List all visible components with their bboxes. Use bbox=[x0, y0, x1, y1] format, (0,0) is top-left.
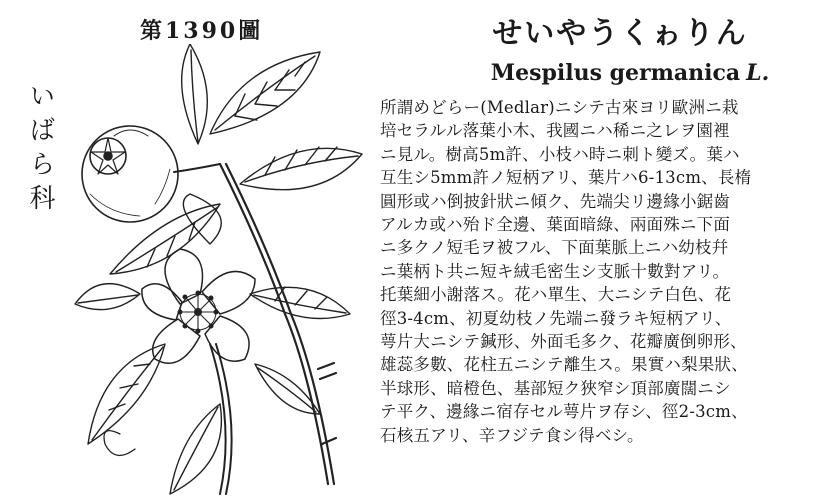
description-line: 培セラルル落葉小木、我國ニハ稀ニ之レヲ園裡 bbox=[380, 121, 730, 141]
description-line: ニ多クノ短毛ヲ被フル、下面葉脈上ニハ幼枝幷 bbox=[380, 238, 729, 258]
japanese-name: せいやうくゎりん bbox=[492, 16, 748, 51]
leaf-lower-left bbox=[75, 284, 140, 310]
description-line: ニ見ル。樹高5m許、小枝ハ時ニ刺ト變ズ。葉ハ bbox=[380, 144, 740, 164]
description-line: 萼片大ニシテ鍼形、外面毛多ク、花瓣廣倒卵形、 bbox=[380, 332, 747, 352]
description-line: 所謂めどらー(Medlar)ニシテ古來ヨリ歐洲ニ栽 bbox=[380, 98, 739, 117]
leaf-bottom-left bbox=[88, 344, 165, 444]
scientific-species: Mespilus germanica bbox=[490, 60, 741, 86]
leaf-lower-right bbox=[250, 287, 350, 319]
description-line: 互生シ5mm許ノ短柄アリ、葉片ハ6-13cm、長楕 bbox=[380, 168, 752, 188]
description-line: 圓形或ハ倒披針狀ニ傾ク、先端尖リ邊緣小鋸齒 bbox=[380, 191, 731, 211]
leaf-upper-right bbox=[210, 52, 320, 134]
leaf-middle-left bbox=[110, 204, 220, 274]
medlar-illustration bbox=[70, 44, 370, 496]
scientific-author: L. bbox=[746, 60, 770, 86]
description-line: アルカ或ハ殆ド全邊、葉面暗綠、兩面殊ニ下面 bbox=[380, 215, 731, 235]
description-line: ニ葉柄ト共ニ短キ絨毛密生シ支脈十數對アリ。 bbox=[380, 261, 730, 281]
family-name: いばら科 bbox=[25, 82, 55, 218]
scientific-name bbox=[440, 60, 820, 86]
description-line: 托葉細小謝落ス。花ハ單生、大ニシテ白色、花 bbox=[380, 285, 732, 305]
leaf-upper-left bbox=[182, 44, 208, 144]
figure-number: 第1390圖 bbox=[140, 18, 264, 44]
description-line: 石核五アリ、辛フジテ食シ得ベシ。 bbox=[380, 425, 644, 445]
description-line: 半球形、暗橙色、基部短ク狹窄シ頂部廣闊ニシ bbox=[380, 378, 731, 398]
description-line: テ平ク、邊緣ニ宿存セル萼片ヲ存シ、徑2-3cm、 bbox=[380, 402, 748, 422]
description bbox=[380, 96, 830, 447]
leaf-curl-left bbox=[104, 431, 135, 456]
leaf-bottom-center bbox=[170, 404, 221, 494]
leaf-right-mid bbox=[240, 147, 362, 190]
leaf-middle-upper bbox=[183, 194, 221, 244]
description-line: 雄蕊多數、花柱五ニシテ離生ス。果實ハ梨果狀、 bbox=[380, 355, 748, 375]
description-line: 徑3-4cm、初夏幼枝ノ先端ニ發ラキ短柄アリ、 bbox=[380, 308, 732, 328]
